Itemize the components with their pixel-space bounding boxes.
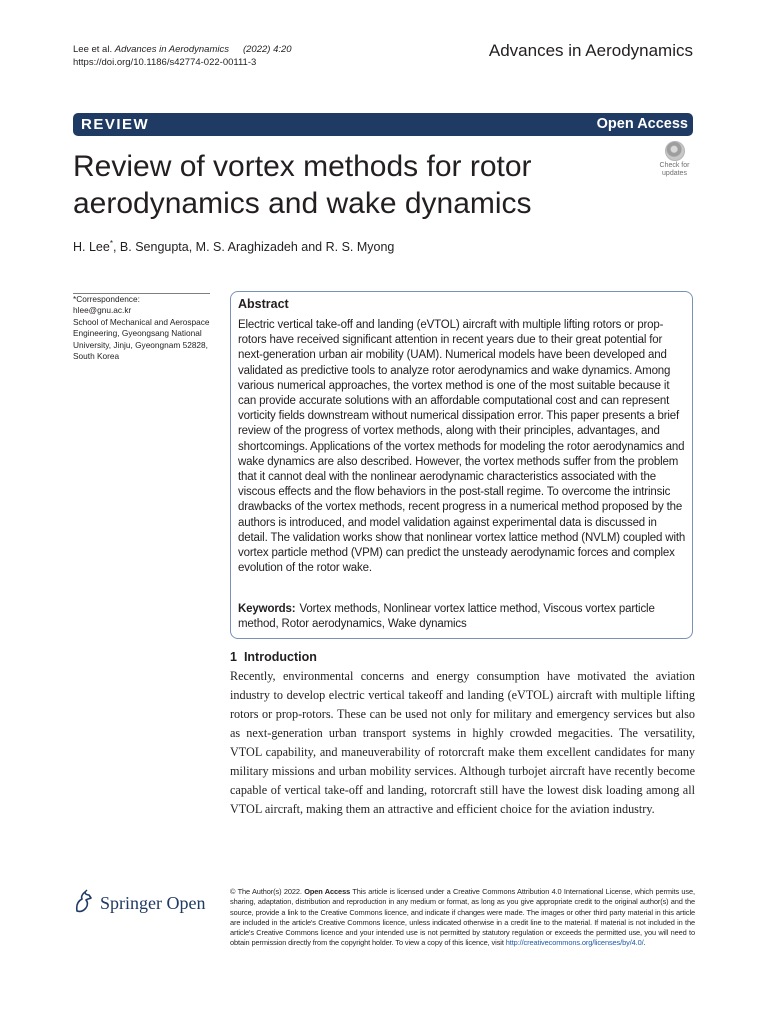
article-type-bar: [73, 113, 693, 136]
correspondence-email[interactable]: hlee@gnu.ac.kr: [73, 305, 132, 316]
corresponding-mark: *: [109, 239, 113, 248]
license-open-access: Open Access: [304, 887, 351, 896]
keywords-list: Vortex methods, Nonlinear vortex lattice method, Viscous vortex particle method, Rotor aerodynamics, Wake dynamics: [238, 603, 655, 631]
abstract-heading: Abstract: [238, 297, 289, 311]
citation-header: [73, 43, 292, 69]
author-lead: H. Lee: [73, 240, 110, 255]
article-title: Review of vortex methods for rotor aerodynamics and wake dynamics: [73, 150, 532, 220]
citation-authors: Lee et al.: [73, 44, 113, 55]
doi-link[interactable]: https://doi.org/10.1186/s42774-022-00111-3: [73, 57, 257, 68]
license-statement: [230, 887, 695, 949]
check-updates-label: Check for updates: [659, 162, 690, 177]
abstract-text: Electric vertical take-off and landing (eVTOL) aircraft with multiple lifting rotors or prop-rotors have received significant attention in recent years due to their great potential for next-generation urban air mobility (UAM). Numerical models have been developed and validated as predictive tools to analyze rotor aerodynamics and wake dynamics. Among various numerical approaches, the vortex method is one of the most suitable because it can provide accurate solutions with an affordable computational cost and can represent vorticity fields downstream without numerical dissipation error. This paper presents a brief review of the progress of vortex methods, along with their principles, advantages, and shortcomings. Applications of the vortex methods for modeling the rotor aerodynamics and wake dynamics are also described. However, the vortex methods suffer from the problem that it cannot deal with the nonlinear aerodynamic characteristics associated with the viscous effects and the flow behaviors in the post-stall regime. To overcome the intrinsic drawbacks of the vortex methods, recent progress in a numerical method proposed by the authors is introduced, and model validation against experimental data is discussed in detail. The validation works show that nonlinear vortex lattice method (NVLM) coupled with vortex particle method (VPM) can predict the unsteady aerodynamic forces and complex evolution of the rotor wake.: [238, 319, 686, 575]
author-list: [73, 239, 394, 254]
section-number: 1: [230, 650, 237, 664]
author-rest: , B. Sengupta, M. S. Araghizadeh and R. S. Myong: [112, 240, 395, 255]
section-heading: [230, 650, 317, 664]
article-type-label: REVIEW: [81, 116, 150, 133]
citation-journal: Advances in Aerodynamics: [114, 44, 229, 55]
correspondence-affiliation: School of Mechanical and Aerospace Engineering, Gyeongsang National University, Jinju, Gyeongnam 52828, South Korea: [73, 316, 210, 362]
license-link[interactable]: http://creativecommons.org/licenses/by/4.0/: [505, 938, 644, 948]
check-for-updates-badge[interactable]: [654, 141, 695, 181]
citation-year-volume: (2022) 4:20: [242, 44, 292, 55]
license-body: This article is licensed under a Creative Commons Attribution 4.0 International License, which permits use, sharing, adaptation, distribution and reproduction in any medium or format, as long as you give appropriate credit to the original author(s) and the source, provide a link to the Creative Commons licence, and indicate if changes were made. The images or other third party material in this article are included in the article's Creative Commons licence, unless indicated otherwise in a credit line to the material. If material is not included in the article's Creative Commons licence and your intended use is not permitted by statutory regulation or exceeds the permitted use, you will need to obtain permission directly from the copyright holder. To view a copy of this licence, visit: [230, 887, 695, 948]
license-end: .: [643, 938, 646, 948]
keywords-label: Keywords:: [238, 603, 296, 615]
correspondence-block: [73, 294, 223, 362]
section-title: Introduction: [243, 650, 317, 664]
license-copyright: © The Author(s) 2022.: [230, 887, 302, 896]
springer-open-logo: [73, 889, 218, 917]
springer-horse-icon: [73, 889, 95, 913]
keywords: [238, 602, 688, 632]
open-access-label: Open Access: [596, 116, 688, 132]
springer-open-wordmark: Springer Open: [100, 893, 206, 913]
introduction-text: Recently, environmental concerns and energy consumption have motivated the aviation industry to develop electric vertical takeoff and landing (eVTOL) aircraft with multiple lifting rotors or prop-rotors. These can be used not only for military and emergency services but also as next-generation urban transport systems in highly crowded megacities. The versatility, VTOL capability, and maneuverability of rotorcraft make them excellent candidates for many military missions and urban mobility services. Although turbojet aircraft have recently become capable of vertical take-off and landing, rotorcraft still have the lowest disk loading among all VTOL aircraft, making them an attractive and efficient choice for the aviation industry.: [230, 669, 695, 816]
journal-name: Advances in Aerodynamics: [488, 41, 693, 60]
check-updates-icon: [665, 141, 685, 161]
correspondence-label: *Correspondence:: [73, 294, 140, 304]
